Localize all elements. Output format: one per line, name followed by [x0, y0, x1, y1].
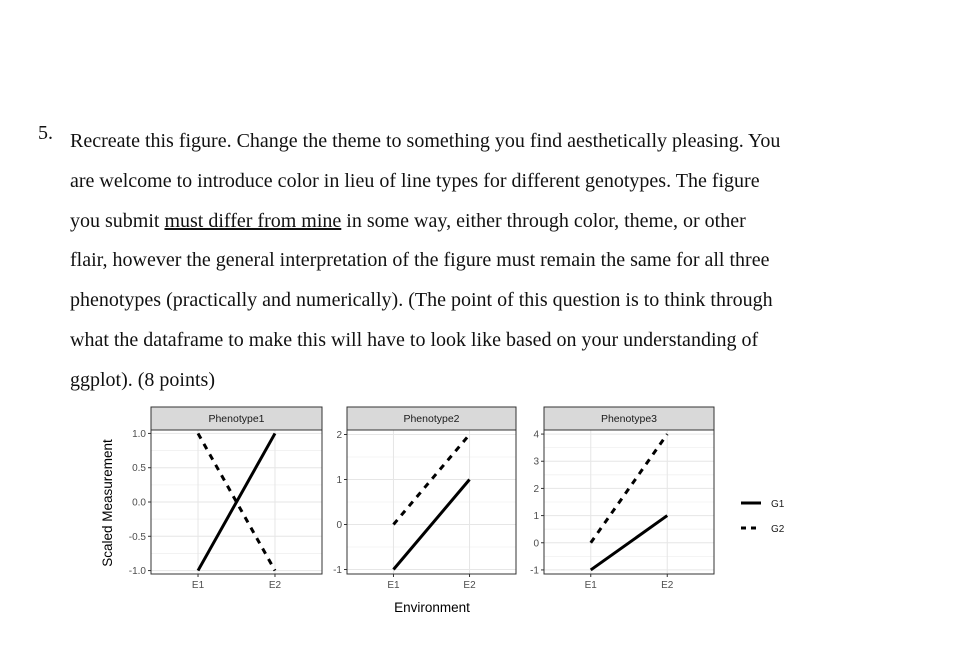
y-axis-title: Scaled Measurement: [100, 439, 115, 567]
y-tick-label: 3: [533, 456, 539, 468]
x-axis-title: Environment: [394, 600, 470, 615]
text: in some way, either through color, theme, or other: [341, 209, 746, 232]
text: ggplot). (8 points): [70, 368, 215, 391]
facet-panel: [333, 407, 516, 591]
y-tick-label: 1: [533, 511, 539, 523]
y-tick-label: 1: [336, 475, 342, 486]
legend: [741, 499, 785, 535]
x-tick-label: E2: [268, 580, 282, 591]
question-number: 5.: [38, 122, 53, 144]
y-tick-label: 2: [533, 483, 539, 495]
legend-label: G2: [771, 524, 785, 535]
y-tick-label: 2: [336, 430, 342, 441]
underlined-text: must differ from mine: [164, 209, 342, 232]
y-tick-label: 4: [533, 429, 539, 441]
y-tick-label: -0.5: [128, 531, 146, 543]
facet-title: Phenotype1: [208, 413, 265, 425]
legend-label: G1: [771, 499, 785, 510]
facet-title: Phenotype2: [403, 413, 460, 425]
y-tick-label: -1.0: [128, 566, 146, 578]
y-tick-label: 0.5: [132, 463, 146, 475]
text: are welcome to introduce color in lieu of line types for different genotypes. The figure: [70, 169, 760, 192]
facet-title: Phenotype3: [600, 413, 658, 425]
x-tick-label: E1: [191, 580, 205, 591]
y-tick-label: 1.0: [132, 428, 146, 440]
facet-panel: [129, 407, 322, 591]
text: Recreate this figure. Change the theme to something you find aesthetically pleasing. You: [70, 130, 781, 152]
y-tick-label: -1: [530, 565, 539, 577]
text: flair, however the general interpretation of the figure must remain the same for all three: [70, 249, 770, 272]
facet-panel: [530, 407, 714, 591]
y-tick-label: 0: [336, 520, 342, 531]
text: phenotypes (practically and numerically). (The point of this question is to think through: [70, 289, 773, 312]
text: what the dataframe to make this will have to look like based on your understanding of: [70, 328, 759, 351]
x-tick-label: E1: [387, 580, 400, 591]
y-tick-label: -1: [333, 565, 342, 576]
x-tick-label: E1: [584, 580, 597, 591]
y-tick-label: 0: [533, 538, 539, 550]
x-tick-label: E2: [661, 580, 674, 591]
y-tick-label: 0.0: [132, 497, 146, 509]
x-tick-label: E2: [463, 580, 476, 591]
text: you submit: [70, 209, 165, 232]
